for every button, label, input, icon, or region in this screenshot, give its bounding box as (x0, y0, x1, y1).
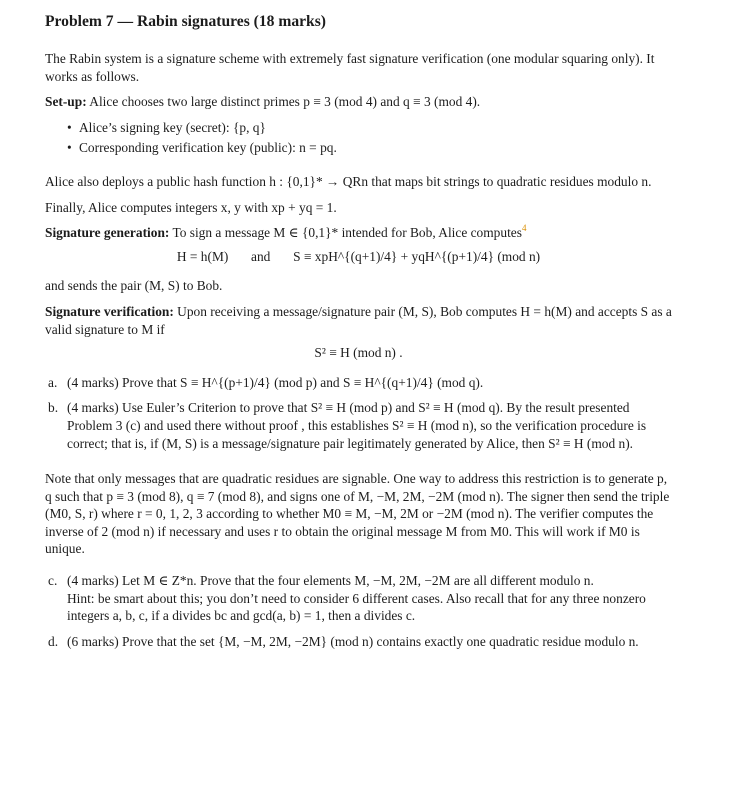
generation-paragraph (45, 224, 672, 242)
signature-equation (45, 248, 672, 266)
sends-paragraph: and sends the pair (M, S) to Bob. (45, 278, 223, 294)
part-a-text: (4 marks) Prove that S ≡ H^{(p+1)/4} (mod p) and S ≡ H^{(q+1)/4} (mod q). (67, 374, 484, 390)
part-a (45, 374, 672, 392)
part-a-label: a. (48, 374, 58, 390)
key-item-secret: • Alice’s signing key (secret): {p, q} (67, 119, 672, 137)
part-c (45, 572, 672, 625)
verification-paragraph (45, 303, 672, 338)
verification-label: Signature verification: (45, 303, 174, 319)
part-d (45, 633, 672, 651)
generation-label: Signature generation: (45, 225, 170, 241)
part-c-hint: Hint: be smart about this; you don’t need to consider 6 different cases. Also recall that for any three nonzero integers a, b, c, if a divides bc and gcd(a, b) = 1, then a divides c. (67, 590, 646, 624)
part-d-text: (6 marks) Prove that the set {M, −M, 2M, −2M} (mod n) contains exactly one quadratic residue modulo n. (67, 633, 639, 649)
parts-cd-list (45, 572, 672, 650)
setup-paragraph (45, 93, 672, 111)
part-b-label: b. (48, 400, 59, 416)
hash-paragraph: Alice also deploys a public hash function h : {0,1}* → QRn that maps bit strings to quadratic residues modulo n. (45, 173, 652, 189)
part-c-label: c. (48, 573, 58, 589)
part-c-text: (4 marks) Let M ∈ Z*n. Prove that the four elements M, −M, 2M, −2M are all different modulo n. (67, 573, 594, 589)
footnote-marker[interactable]: 4 (521, 223, 527, 234)
problem-title: Problem 7 — Rabin signatures (18 marks) (45, 13, 326, 30)
part-b (45, 399, 672, 452)
key-item-public: • Corresponding verification key (public): n = pq. (67, 139, 672, 157)
generation-text: To sign a message M ∈ {0,1}* intended for Bob, Alice computes (172, 225, 522, 241)
parts-ab-list (45, 374, 672, 452)
note-paragraph: Note that only messages that are quadratic residues are signable. One way to address this restriction is to generate p, q such that p ≡ 3 (mod 8), q ≡ 7 (mod 8), and signs one of M, −M, 2M, −2M (mod n). The signer then send the triple (M0, S, r) where r = 0, 1, 2, 3 according to whether M0 ≡ M, −M, 2M or −2M (mod n). The verifier computes the inverse of 2 (mod n) if necessary and uses r to obtain the original message M from M0. This will work if M0 is unique. (45, 471, 670, 557)
setup-text: Alice chooses two large distinct primes p ≡ 3 (mod 4) and q ≡ 3 (mod 4). (89, 94, 481, 110)
equation-and: and (251, 248, 271, 264)
finally-paragraph: Finally, Alice computes integers x, y with xp + yq = 1. (45, 199, 337, 215)
setup-label: Set-up: (45, 94, 87, 110)
key-list (45, 119, 672, 157)
intro-paragraph: The Rabin system is a signature scheme with extremely fast signature verification (one modular squaring only). It works as follows. (45, 51, 655, 84)
verification-equation: S² ≡ H (mod n) . (314, 345, 403, 361)
verification-text: Upon receiving a message/signature pair (M, S), Bob computes H = h(M) and accepts S as a valid signature to M if (45, 303, 672, 337)
signature-formula: S ≡ xpH^{(q+1)/4} + yqH^{(p+1)/4} (mod n) (293, 248, 541, 264)
hash-equation: H = h(M) (176, 248, 229, 264)
part-d-label: d. (48, 633, 59, 649)
part-b-text: (4 marks) Use Euler’s Criterion to prove that S² ≡ H (mod p) and S² ≡ H (mod q). By the result presented Problem 3 (c) and used there without proof , this establishes S² ≡ H (mod n), so the verification procedure is correct; that is, if (M, S) is a message/signature pair legitimately generated by Alice, then S² ≡ H (mod n). (67, 400, 647, 451)
